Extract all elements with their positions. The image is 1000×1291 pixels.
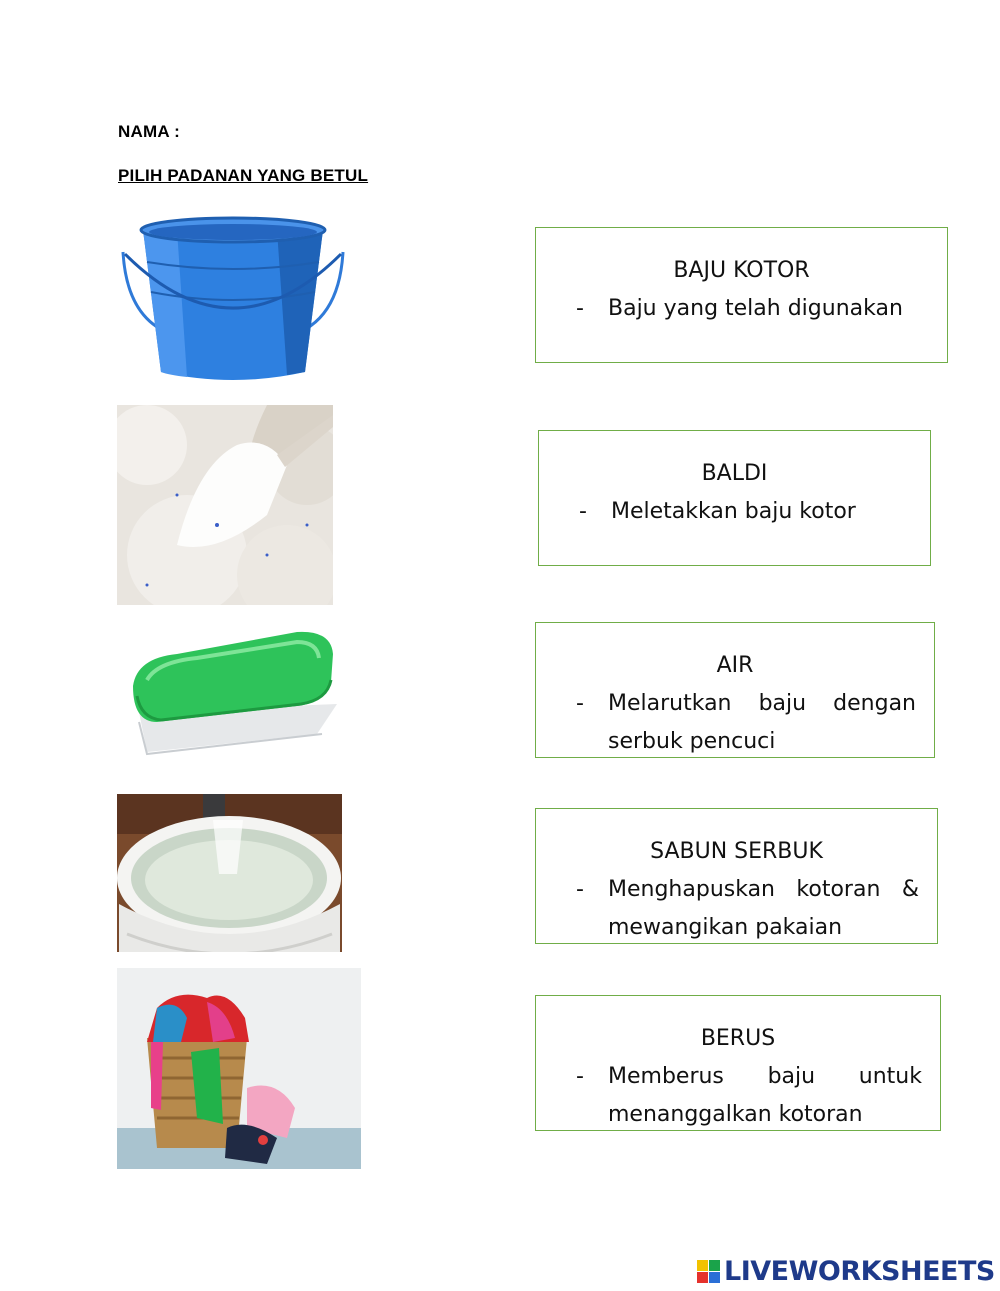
liveworksheets-logo-icon [697,1260,720,1283]
card-description: Menghapuskan kotoran & mewangikan pakaian [608,877,919,940]
card-title: SABUN SERBUK [650,839,823,864]
liveworksheets-logo [697,1254,995,1288]
bullet-dash: - [576,877,584,902]
card-title: BALDI [701,461,768,486]
bullet-dash: - [579,499,587,524]
scrub-brush-image[interactable] [117,622,349,774]
name-label: NAMA : [118,122,180,141]
logo-square-icon [697,1260,708,1271]
match-card-baldi[interactable] [538,430,931,566]
logo-square-icon [709,1260,720,1271]
bucket-image[interactable] [117,212,349,384]
laundry-basket-image[interactable] [117,968,361,1169]
match-card-sabun-serbuk[interactable] [535,808,938,944]
card-description: Meletakkan baju kotor [611,499,856,524]
bullet-dash: - [576,296,584,321]
water-basin-image[interactable] [117,794,342,952]
card-title: AIR [716,653,754,678]
card-title: BERUS [700,1026,776,1051]
match-card-berus[interactable] [535,995,941,1131]
bullet-dash: - [576,691,584,716]
card-description: Baju yang telah digunakan [608,296,903,321]
card-description: Memberus baju untuk menanggalkan kotoran [608,1064,922,1127]
card-title: BAJU KOTOR [673,258,810,283]
logo-wordmark: LIVEWORKSHEETS [724,1255,995,1287]
match-card-air[interactable] [535,622,935,758]
card-description: Melarutkan baju dengan serbuk pencuci [608,691,916,754]
logo-square-icon [697,1272,708,1283]
bullet-dash: - [576,1064,584,1089]
instruction-heading: PILIH PADANAN YANG BETUL [118,166,369,185]
logo-square-icon [709,1272,720,1283]
match-card-baju-kotor[interactable] [535,227,948,363]
detergent-powder-image[interactable] [117,405,333,605]
